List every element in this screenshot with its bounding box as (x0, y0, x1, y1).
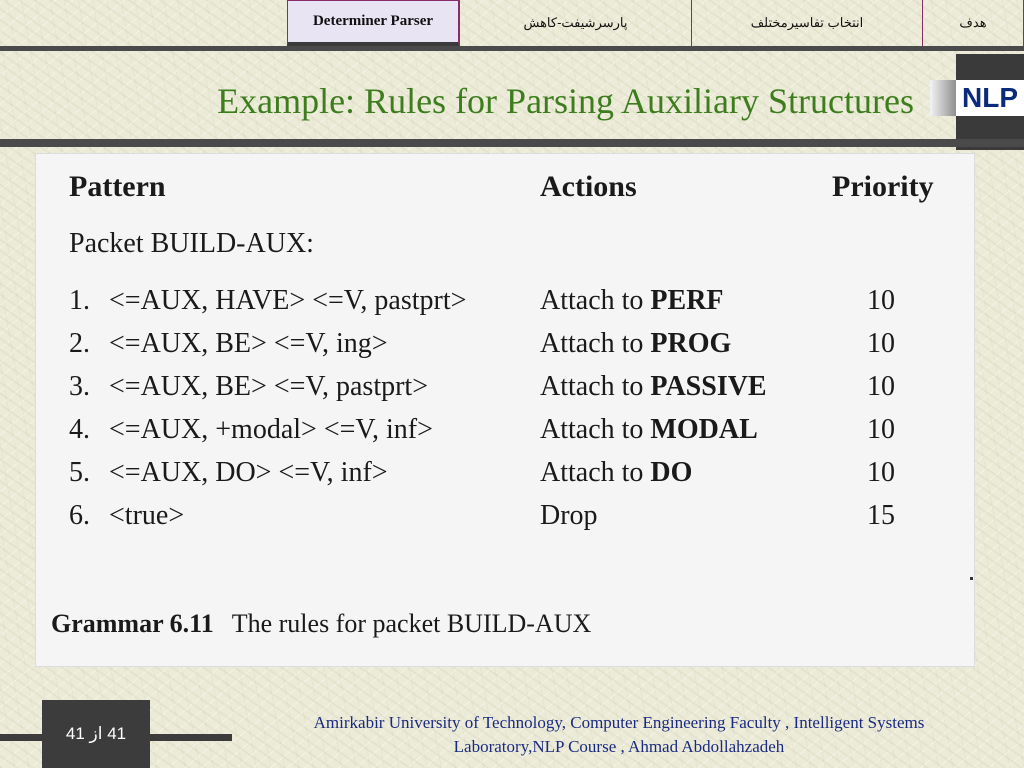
action-target: DO (650, 457, 693, 488)
grammar-caption (51, 609, 591, 639)
row-pattern: <=AUX, BE> <=V, pastprt> (109, 371, 429, 402)
header-pattern: Pattern (69, 170, 166, 203)
table-row (36, 371, 974, 411)
header-actions: Actions (540, 170, 637, 203)
table-row (36, 328, 974, 368)
tab-choosing-interpretations[interactable]: انتخاب تفاسیرمختلف (691, 0, 922, 46)
nlp-logo (930, 80, 1024, 116)
row-pattern: <true> (109, 500, 185, 531)
footer-line-2: Laboratory,NLP Course , Ahmad Abdollahzadeh (453, 737, 785, 756)
top-divider (0, 46, 1024, 51)
footer-line-1: Amirkabir University of Technology, Computer Engineering Faculty , Intelligent Systems (313, 713, 925, 732)
table-row (36, 500, 974, 540)
action-prefix: Attach to (540, 371, 644, 402)
row-action (540, 285, 724, 317)
nav-spacer (0, 0, 287, 46)
row-priority: 10 (867, 371, 895, 402)
row-priority: 10 (867, 328, 895, 359)
row-pattern: <=AUX, +modal> <=V, inf> (109, 414, 433, 445)
action-prefix: Attach to (540, 285, 644, 316)
row-priority: 10 (867, 457, 895, 488)
logo-gradient (930, 80, 956, 116)
action-target: PASSIVE (650, 371, 767, 402)
action-target: PERF (650, 285, 724, 316)
row-priority: 10 (867, 414, 895, 445)
grammar-table-image (35, 153, 975, 667)
table-row (36, 457, 974, 497)
caption-text: The rules for packet BUILD-AUX (231, 609, 592, 638)
slide-title: Example: Rules for Parsing Auxiliary Structures (217, 81, 914, 121)
row-number: 2. (69, 328, 90, 359)
row-pattern: <=AUX, HAVE> <=V, pastprt> (109, 285, 467, 316)
row-number: 4. (69, 414, 90, 445)
action-target: PROG (650, 328, 732, 359)
header-priority: Priority (832, 170, 934, 203)
row-pattern: <=AUX, DO> <=V, inf> (109, 457, 388, 488)
row-number: 6. (69, 500, 90, 531)
page-number: 41 از 41 (42, 700, 150, 768)
table-row (36, 414, 974, 454)
action-prefix: Attach to (540, 457, 644, 488)
tab-determiner-parser[interactable]: Determiner Parser (287, 0, 459, 46)
row-action (540, 371, 767, 403)
footer-credits (250, 711, 988, 759)
title-divider (0, 139, 1024, 147)
action-target: MODAL (650, 414, 758, 445)
row-action (540, 328, 731, 360)
caption-label: Grammar 6.11 (51, 609, 214, 638)
row-action (540, 414, 758, 446)
action-prefix: Drop (540, 500, 598, 531)
row-number: 3. (69, 371, 90, 402)
row-number: 5. (69, 457, 90, 488)
tab-goal[interactable]: هدف (922, 0, 1024, 46)
action-prefix: Attach to (540, 414, 644, 445)
table-row (36, 285, 974, 325)
stray-dot (970, 577, 973, 580)
tab-shift-reduce-parser[interactable]: پارسرشیفت-کاهش (459, 0, 691, 46)
packet-label: Packet BUILD-AUX: (69, 228, 314, 259)
row-action (540, 500, 598, 532)
row-number: 1. (69, 285, 90, 316)
logo-text: NLP (956, 80, 1024, 116)
top-navigation (0, 0, 1024, 46)
row-pattern: <=AUX, BE> <=V, ing> (109, 328, 388, 359)
row-action (540, 457, 692, 489)
row-priority: 10 (867, 285, 895, 316)
row-priority: 15 (867, 500, 895, 531)
action-prefix: Attach to (540, 328, 644, 359)
